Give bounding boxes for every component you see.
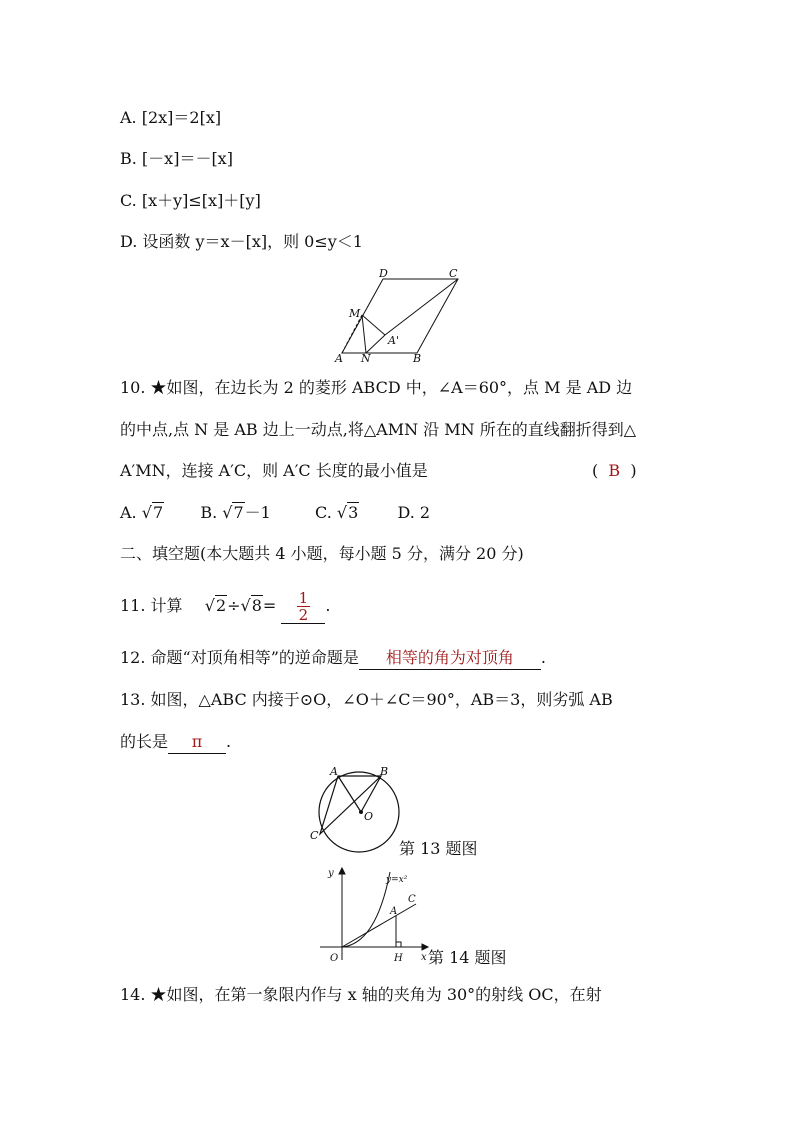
fig13-label-b: B [380,765,389,778]
q11-answer-fraction: $\frac{1}{2}$ [298,589,309,624]
q10-option-c-sqrt: √3 [336,503,359,522]
q11-end: . [325,596,331,615]
fig13-label-c: C [310,829,319,842]
q11-sqrt-8: √8 [240,596,262,615]
fig14-label-o: O [330,953,339,964]
fig13-center-dot [359,810,363,814]
q10-answer-value: B [608,461,621,480]
fig14-label-y: y [328,868,334,879]
q10-option-c-label: C. [315,503,332,522]
fig10-label-c: C [449,267,458,280]
fig10-label-d: D [379,267,388,280]
fig10-na-prime [366,335,385,353]
fig13-label-a: A [330,765,338,778]
fig13-caption: 第 13 题图 [399,839,478,858]
q11-div: ÷ [227,596,241,615]
fig14-right-angle [396,942,401,947]
q10-option-b-label: B. [200,503,218,522]
q10-option-a-label: A. [120,503,137,522]
q12-prefix: 12. 命题“对顶角相等”的逆命题是 [120,648,359,667]
q10-options [120,502,430,524]
fig10-mn [362,315,366,353]
q11-answer-blank [281,590,325,624]
q10-option-a-sqrt: √7 [141,503,164,522]
q10-line-2: 的中点,点 N 是 AB 边上一动点,将△AMN 沿 MN 所在的直线翻折得到△ [120,420,637,439]
fig10-rhombus [330,265,470,365]
fig14-caption: 第 14 题图 [428,948,507,967]
fig13-label-o: O [364,810,374,823]
fig14-label-x: x [421,952,427,963]
fig14-label-c: C [408,894,416,905]
fig10-label-n: N [361,352,371,365]
fig14-label-a: A [390,906,398,917]
q13-answer: π [168,731,226,754]
q10-line-3: A′MN，连接 A′C，则 A′C 长度的最小值是 [120,461,428,480]
fig14-parabola [342,872,390,947]
q14-line-1: 14. ★如图，在第一象限内作与 x 轴的夹角为 30°的射线 OC，在射 [120,985,602,1004]
q13-line-2-prefix: 的长是 [120,732,169,751]
fig13-ob [361,776,381,812]
q9-option-a: A. [2x]＝2[x] [120,108,222,127]
q9-option-c: C. [x＋y]≤[x]＋[y] [120,191,261,210]
section-2-header: 二、填空题(本大题共 4 小题，每小题 5 分，满分 20 分) [120,544,524,563]
q9-option-d: D. 设函数 y＝x－[x]，则 0≤y＜1 [120,232,363,251]
q13-end: . [226,732,232,751]
q11-sqrt-2: √2 [204,596,227,615]
q13-line-1: 13. 如图，△ABC 内接于⊙O，∠O＋∠C＝90°，AB＝3，则劣弧 AB [120,690,613,709]
fig10-a-prime-c [385,279,458,335]
q12-end: . [540,648,546,667]
fig10-label-a: A [335,352,343,365]
fig14-label-curve: y=x² [386,875,408,885]
q12 [120,647,546,670]
q10-answer-open: ( [592,461,599,480]
q11-eq: = [262,596,277,615]
q10-line-1: 10. ★如图，在边长为 2 的菱形 ABCD 中，∠A＝60°，点 M 是 AD 边 [120,378,633,397]
q10-option-d: D. 2 [397,503,431,522]
q10-option-b-sqrt: √7 [222,503,244,522]
fig10-label-b: B [413,352,422,365]
fig14-label-h: H [394,953,403,964]
q11-prefix: 11. 计算 [120,596,183,615]
q13-line-2 [120,731,231,754]
q11 [120,590,331,624]
q10-option-b-tail: －1 [244,503,271,522]
fig10-label-a-prime: A' [388,334,399,347]
fig10-ma-prime [362,315,385,335]
fig14-graph [316,864,432,964]
q9-option-b: B. [－x]＝－[x] [120,149,233,168]
fig10-label-m: M [349,307,361,320]
fig10-dashed-am [342,315,362,353]
fig14-y-arrow [339,868,345,874]
fig13-circle [306,762,406,854]
q10-answer-close: ) [630,461,637,480]
q10-answer [592,460,637,482]
q12-answer: 相等的角为对顶角 [359,647,541,670]
